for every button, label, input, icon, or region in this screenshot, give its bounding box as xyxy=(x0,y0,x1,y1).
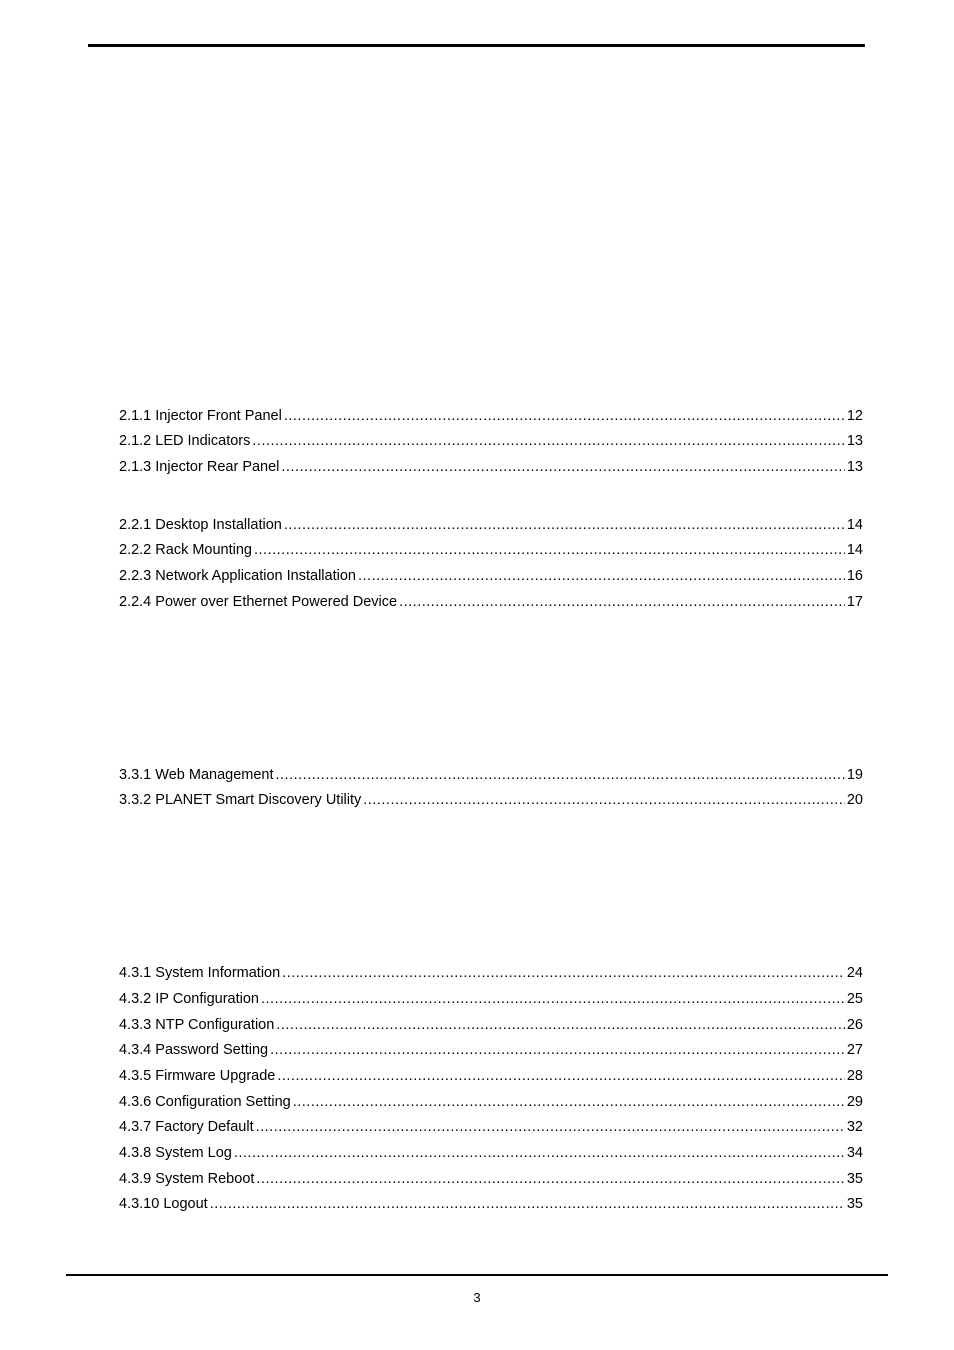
footer-rule xyxy=(66,1274,888,1276)
toc-entry-page: 14 xyxy=(846,517,863,533)
toc-leader-dots xyxy=(210,1194,845,1214)
toc-leader-dots xyxy=(284,515,845,535)
toc-entry-label: 2.1.2 LED Indicators xyxy=(119,433,251,449)
toc-entry-page: 17 xyxy=(846,594,863,610)
toc-entry-label: 4.3.4 Password Setting xyxy=(119,1042,269,1058)
toc-entry-page: 13 xyxy=(846,433,863,449)
toc-entry[interactable] xyxy=(119,1143,863,1163)
toc-entry-page: 19 xyxy=(846,767,863,783)
toc-leader-dots xyxy=(293,1092,845,1112)
toc-entry-page: 28 xyxy=(846,1068,863,1084)
toc-entry-page: 27 xyxy=(846,1042,863,1058)
toc-entry-page: 13 xyxy=(846,459,863,475)
toc-entry[interactable] xyxy=(119,540,863,560)
toc-entry-label: 4.3.2 IP Configuration xyxy=(119,991,259,1007)
toc-entry-label: 4.3.9 System Reboot xyxy=(119,1171,255,1187)
toc-entry[interactable] xyxy=(119,566,863,586)
toc-entry[interactable] xyxy=(119,515,863,535)
toc-leader-dots xyxy=(282,963,845,983)
toc-entry[interactable] xyxy=(119,406,863,426)
toc-leader-dots xyxy=(256,1117,845,1137)
toc-entry[interactable] xyxy=(119,1194,863,1214)
toc-entry-page: 34 xyxy=(846,1145,863,1161)
toc-leader-dots xyxy=(276,765,845,785)
toc-entry-page: 26 xyxy=(846,1017,863,1033)
toc-leader-dots xyxy=(399,592,845,612)
toc-entry[interactable] xyxy=(119,1092,863,1112)
toc-leader-dots xyxy=(276,1015,845,1035)
toc-entry-label: 2.1.3 Injector Rear Panel xyxy=(119,459,280,475)
toc-entry[interactable] xyxy=(119,1015,863,1035)
toc-entry-page: 14 xyxy=(846,542,863,558)
header-rule xyxy=(88,44,865,47)
toc-leader-dots xyxy=(358,566,845,586)
toc-entry-page: 25 xyxy=(846,991,863,1007)
toc-entry-label: 4.3.5 Firmware Upgrade xyxy=(119,1068,276,1084)
toc-leader-dots xyxy=(256,1169,844,1189)
toc-entry-label: 2.1.1 Injector Front Panel xyxy=(119,408,282,424)
toc-leader-dots xyxy=(234,1143,845,1163)
toc-entry-label: 4.3.10 Logout xyxy=(119,1196,208,1212)
toc-leader-dots xyxy=(270,1040,845,1060)
toc-entry-label: 4.3.8 System Log xyxy=(119,1145,232,1161)
toc-entry-label: 4.3.7 Factory Default xyxy=(119,1119,254,1135)
toc-leader-dots xyxy=(261,989,845,1009)
toc-entry-label: 2.2.3 Network Application Installation xyxy=(119,568,356,584)
toc-entry[interactable] xyxy=(119,592,863,612)
toc-entry-page: 29 xyxy=(846,1094,863,1110)
toc-entry-page: 16 xyxy=(846,568,863,584)
toc-leader-dots xyxy=(363,790,845,810)
toc-entry[interactable] xyxy=(119,1169,863,1189)
toc-entry-label: 2.2.2 Rack Mounting xyxy=(119,542,252,558)
toc-entry-label: 4.3.1 System Information xyxy=(119,965,281,981)
toc-entry[interactable] xyxy=(119,989,863,1009)
toc-entry-label: 4.3.6 Configuration Setting xyxy=(119,1094,291,1110)
toc-leader-dots xyxy=(254,540,845,560)
toc-entry-label: 4.3.3 NTP Configuration xyxy=(119,1017,275,1033)
toc-entry-label: 2.2.4 Power over Ethernet Powered Device xyxy=(119,594,398,610)
toc-entry-page: 35 xyxy=(846,1171,863,1187)
toc-entry[interactable] xyxy=(119,963,863,983)
toc-entry[interactable] xyxy=(119,457,863,477)
toc-entry-page: 12 xyxy=(846,408,863,424)
toc-entry-label: 3.3.2 PLANET Smart Discovery Utility xyxy=(119,792,362,808)
toc-entry-page: 32 xyxy=(846,1119,863,1135)
toc-entry-page: 35 xyxy=(846,1196,863,1212)
toc-entry-label: 3.3.1 Web Management xyxy=(119,767,274,783)
toc-entry-page: 20 xyxy=(846,792,863,808)
toc-entry[interactable] xyxy=(119,1117,863,1137)
toc-leader-dots xyxy=(252,431,844,451)
toc-leader-dots xyxy=(281,457,844,477)
toc-entry-page: 24 xyxy=(846,965,863,981)
toc-leader-dots xyxy=(284,406,845,426)
toc-entry-label: 2.2.1 Desktop Installation xyxy=(119,517,282,533)
toc-entry[interactable] xyxy=(119,765,863,785)
toc-leader-dots xyxy=(277,1066,845,1086)
toc-entry[interactable] xyxy=(119,431,863,451)
toc-entry[interactable] xyxy=(119,1066,863,1086)
toc-entry[interactable] xyxy=(119,790,863,810)
page-number: 3 xyxy=(473,1290,481,1305)
toc-entry[interactable] xyxy=(119,1040,863,1060)
